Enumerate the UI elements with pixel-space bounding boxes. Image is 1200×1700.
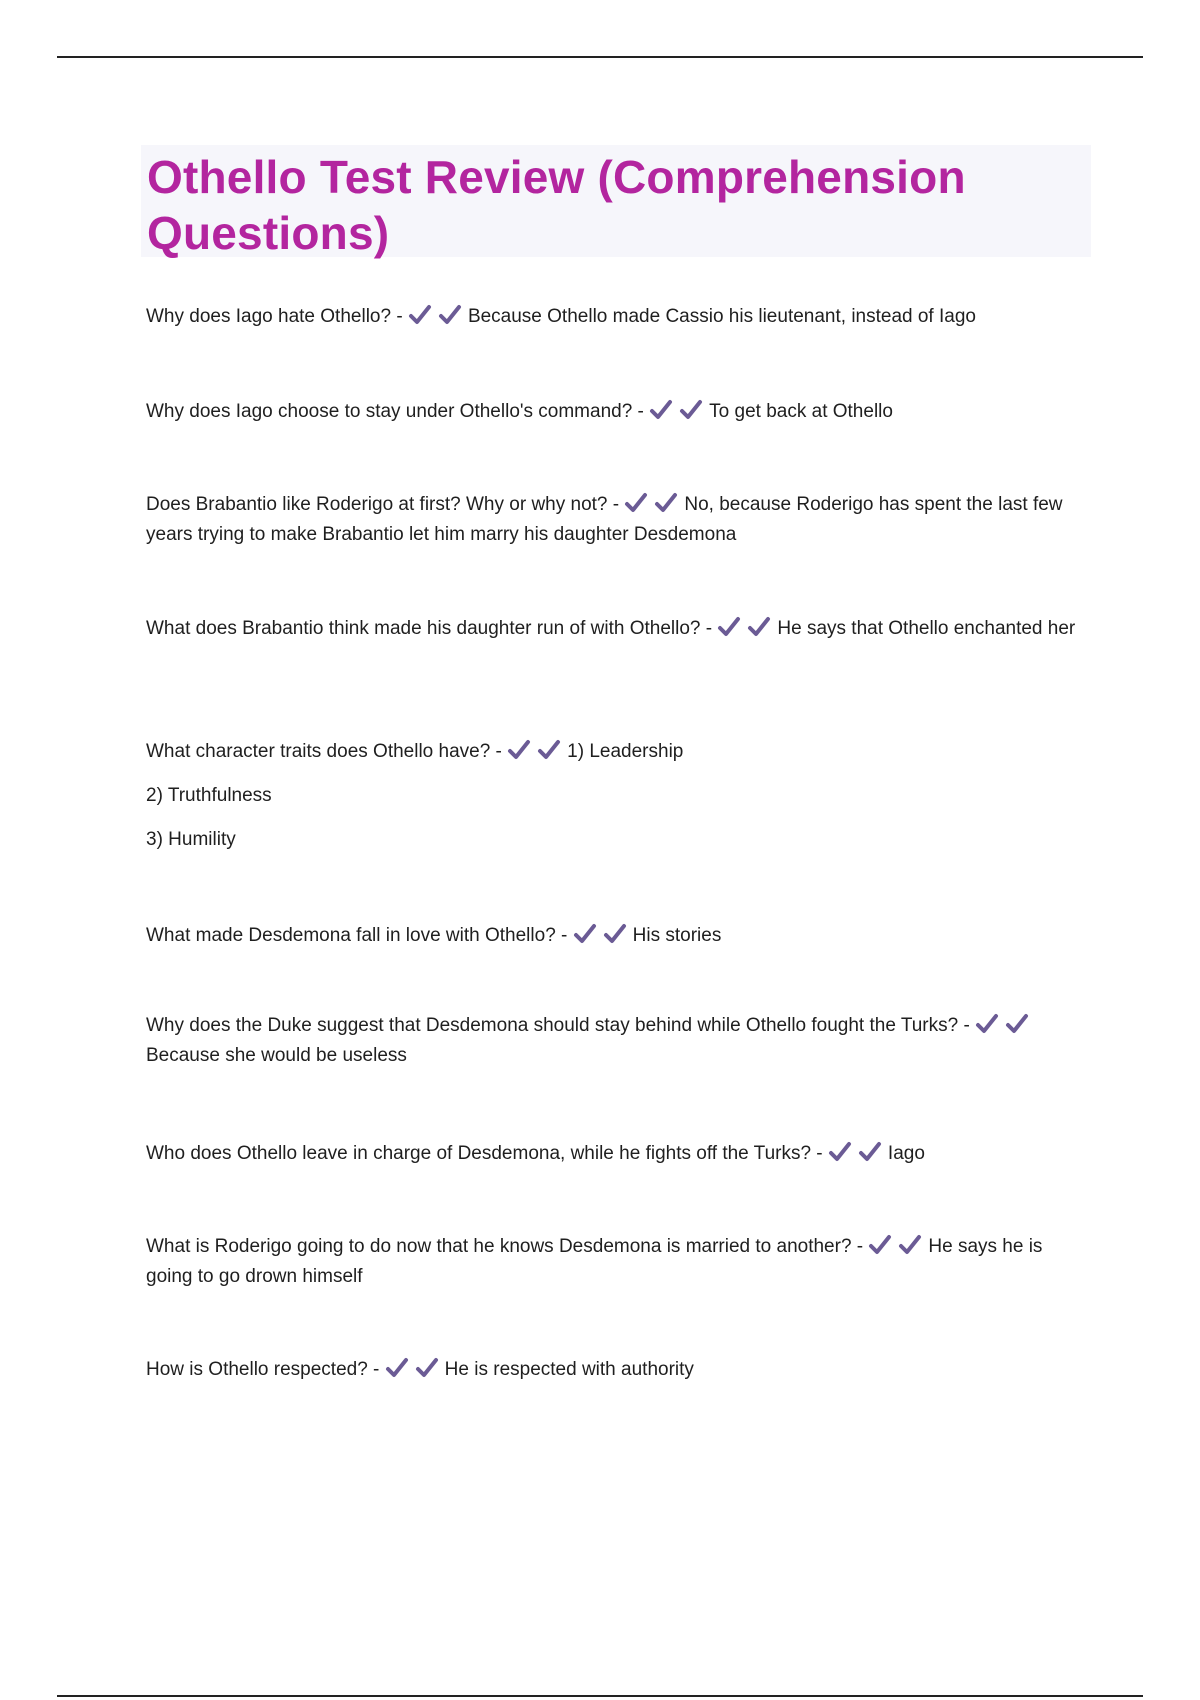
answer-text: Iago	[887, 1143, 925, 1164]
check-icon	[868, 1234, 892, 1256]
qa-line	[146, 302, 1086, 332]
check-icons	[385, 1355, 445, 1385]
answer-text: Because Othello made Cassio his lieutenant, instead of Iago	[467, 306, 976, 327]
qa-item-8	[146, 1139, 1086, 1169]
page-title: Othello Test Review (Comprehension Questions)	[147, 151, 966, 259]
check-icon	[649, 399, 673, 421]
footer-rule	[57, 1695, 1143, 1697]
qa-item-2	[146, 397, 1086, 427]
check-icons	[717, 614, 777, 644]
answer-text: He says that Othello enchanted her	[777, 618, 1076, 639]
check-icon	[438, 304, 462, 326]
question-text: Does Brabantio like Roderigo at first? Why or why not? -	[146, 494, 625, 515]
answer-list-item: 3) Humility	[146, 829, 236, 850]
check-icon	[679, 399, 703, 421]
qa-line	[146, 614, 1086, 644]
answer-text: His stories	[632, 925, 722, 946]
check-icon	[654, 492, 678, 514]
answer-list-item: 2) Truthfulness	[146, 785, 272, 806]
qa-line	[146, 1355, 1086, 1385]
check-icon	[898, 1234, 922, 1256]
question-text: Why does Iago choose to stay under Othello's command? -	[146, 401, 650, 422]
answer-text: He says he is going to go drown himself	[146, 1236, 1043, 1287]
question-text: What character traits does Othello have? -	[146, 741, 508, 762]
check-icon	[828, 1141, 852, 1163]
qa-line	[146, 490, 1086, 550]
question-text: What does Brabantio think made his daughter run of with Othello? -	[146, 618, 718, 639]
check-icons	[408, 302, 468, 332]
check-icons	[828, 1139, 888, 1169]
check-icon	[624, 492, 648, 514]
qa-item-6	[146, 921, 1086, 951]
qa-line	[146, 397, 1086, 427]
qa-item-10	[146, 1355, 1086, 1385]
qa-line	[146, 921, 1086, 951]
answer-text: 1) Leadership	[567, 741, 684, 762]
check-icon	[573, 923, 597, 945]
answer-text: Because she would be useless	[146, 1045, 407, 1066]
check-icon	[507, 739, 531, 761]
check-icon	[385, 1357, 409, 1379]
header-rule	[57, 56, 1143, 58]
check-icons	[624, 490, 684, 520]
answer-text: No, because Roderigo has spent the last few years trying to make Brabantio let him marry his daughter Desdemona	[146, 494, 1063, 545]
question-text: What made Desdemona fall in love with Othello? -	[146, 925, 573, 946]
check-icon	[603, 923, 627, 945]
qa-item-1	[146, 302, 1086, 332]
question-text: What is Roderigo going to do now that he knows Desdemona is married to another? -	[146, 1236, 869, 1257]
qa-item-7	[146, 1011, 1086, 1071]
question-text: How is Othello respected? -	[146, 1359, 385, 1380]
check-icon	[858, 1141, 882, 1163]
qa-line	[146, 1232, 1086, 1292]
check-icon	[415, 1357, 439, 1379]
qa-item-5	[146, 737, 1086, 855]
check-icon	[717, 616, 741, 638]
question-text: Why does the Duke suggest that Desdemona should stay behind while Othello fought the Turks? -	[146, 1015, 976, 1036]
qa-item-3	[146, 490, 1086, 550]
qa-line	[146, 737, 1086, 767]
qa-item-4	[146, 614, 1086, 644]
question-text: Why does Iago hate Othello? -	[146, 306, 408, 327]
check-icons	[649, 397, 709, 427]
qa-item-9	[146, 1232, 1086, 1292]
answer-text: He is respected with authority	[444, 1359, 694, 1380]
check-icon	[537, 739, 561, 761]
title-block	[141, 145, 1091, 257]
question-text: Who does Othello leave in charge of Desdemona, while he fights off the Turks? -	[146, 1143, 828, 1164]
check-icon	[408, 304, 432, 326]
check-icons	[507, 737, 567, 767]
check-icon	[975, 1013, 999, 1035]
qa-line	[146, 1139, 1086, 1169]
check-icons	[573, 921, 633, 951]
check-icon	[747, 616, 771, 638]
qa-line	[146, 1011, 1086, 1071]
check-icons	[975, 1011, 1035, 1041]
answer-text: To get back at Othello	[709, 401, 893, 422]
check-icon	[1005, 1013, 1029, 1035]
check-icons	[868, 1232, 928, 1262]
